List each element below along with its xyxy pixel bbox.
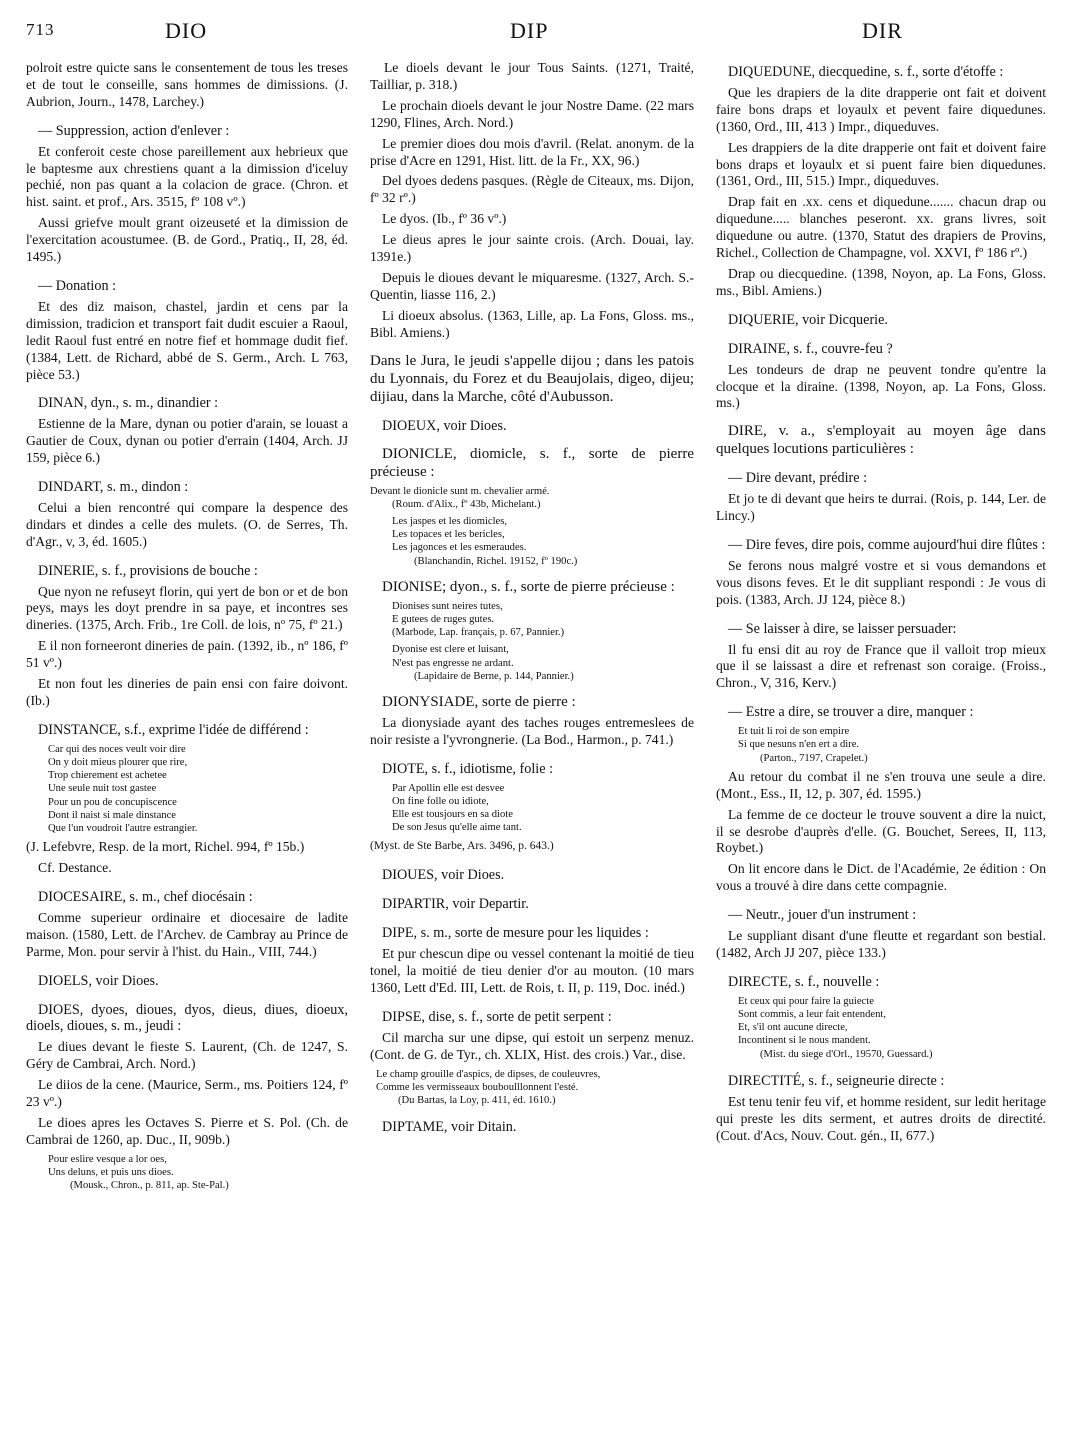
citation: Le prochain dioels devant le jour Nostre Dame. (22 mars 1290, Flines, Arch. Nord.) <box>370 97 694 130</box>
verse-line: Incontinent si le nous mandent. <box>738 1035 871 1047</box>
citation: Et pur chescun dipe ou vessel contenant la moitié de tieu tonel, la moitié de tieu denier d'or au mouton. (10 mars 1360, Lett d'Ed. III, Lett. de Rois, t. II, p. 119, Doc. inéd.) <box>370 946 694 995</box>
citation-source: (J. Lefebvre, Resp. de la mort, Richel. 994, fº 15b.) <box>26 839 305 855</box>
verse-line: On y doit mieus plourer que rire, <box>48 757 188 769</box>
citation: Drap fait en .xx. cens et diquedune....... chacun drap ou diquedune..... blanches peseront. xx. grans livres, soit diquedune ou autre. (1370, Statut des drapiers de Provins, Richel., Collection de Champagne, vol. XXVI, fº 186 rº.) <box>716 194 1046 261</box>
citation: E il non forneeront dineries de pain. (1392, ib., nº 186, fº 51 vº.) <box>26 638 348 671</box>
verse-line: Si que nesuns n'en ert a dire. <box>738 739 860 751</box>
cross-reference: Cf. Destance. <box>38 860 112 876</box>
verse-quote <box>48 743 348 835</box>
verse-line: Et ceux qui pour faire la guiecte <box>738 995 874 1007</box>
running-head-center: DIP <box>510 18 549 43</box>
citation: Estienne de la Mare, dynan ou potier d'arain, se louast a Gautier de Coux, dynan ou potier d'errain (1404, Arch. JJ 159, pièce 6.) <box>26 416 348 466</box>
citation: Se ferons nous malgré vostre et si vous demandons et vous disons feves. Et le dit suppliant respondi : Je vous di pois. (1383, Arch. JJ 124, pièce 8.) <box>716 557 1046 607</box>
entry-directite: DIRECTITÉ, s. f., seigneurie directe : <box>728 1072 945 1089</box>
entry-diocesaire: DIOCESAIRE, s. m., chef diocésain : <box>38 889 253 906</box>
verse-line: Trop chierement est achetee <box>48 770 167 782</box>
citation: Et non fout les dineries de pain ensi con faire doivont. (Ib.) <box>26 676 348 708</box>
citation: Aussi griefve moult grant oizeuseté et la dimission de l'exercitation acoustumee. (B. de Gord., Pratiq., II, 28, éd. 1495.) <box>26 215 348 265</box>
citation: Et des diz maison, chastel, jardin et cens par la dimission, tradicion et transport fait dudit escuier a Raoul, ledit Raoul fust entré en notre fief et hommage dudit fief. (1384, Lett. de Richard, abbé de S. Germ., Arch. L 763, pièce 53.) <box>26 298 348 382</box>
citation: Au retour du combat il ne s'en trouva une seule a dire. (Mont., Ess., II, 12, p. 307, éd. 1595.) <box>716 768 1046 801</box>
entry-diquedune: DIQUEDUNE, diecquedine, s. f., sorte d'étoffe : <box>728 64 1004 80</box>
citation: Les tondeurs de drap ne peuvent tondre qu'entre la clocque et la diraine. (1398, Noyon, ap. La Fons, Gloss. ms.) <box>716 361 1046 411</box>
page-number: 713 <box>26 20 55 39</box>
verse-line: Le champ grouille d'aspics, de dipses, de couleuvres, <box>376 1068 601 1080</box>
verse-source: (Marbode, Lap. français, p. 67, Pannier.) <box>392 627 565 639</box>
verse-source: (Lapidaire de Berne, p. 144, Pannier.) <box>414 670 574 682</box>
verse-line: Uns deluns, et puis uns dioes. <box>48 1167 174 1179</box>
sense-heading: — Dire devant, prédire : <box>728 470 868 487</box>
sense-heading: — Estre a dire, se trouver a dire, manquer : <box>728 704 974 721</box>
verse-quote <box>738 995 1046 1061</box>
running-head-left: DIO <box>165 18 208 43</box>
verse-line: De son Jesus qu'elle aime tant. <box>392 822 522 834</box>
entry-directe: DIRECTE, s. f., nouvelle : <box>728 973 880 990</box>
citation: La dionysiade ayant des taches rouges entremeslees de noir resiste a l'yvrongnerie. (La Bod., Harmon., p. 741.) <box>370 714 694 747</box>
verse-line: Dyonise est clere et luisant, <box>392 644 509 656</box>
verse-line: Que l'un voudroit l'autre estrangier. <box>48 823 198 835</box>
citation: Les drappiers de la dite drapperie ont fait et doivent faire bons draps et loyaulx et si puent faire bien diquedunes. (1361, Ord., III, 515.) Impr., diqueduves. <box>716 139 1046 189</box>
verse-quote <box>376 1068 694 1108</box>
citation: Le dioels devant le jour Tous Saints. (1271, Traité, Tailliar, p. 318.) <box>370 60 694 92</box>
running-head-right: DIR <box>862 18 903 43</box>
citation: Le dioes apres les Octaves S. Pierre et S. Pol. (Ch. de Cambrai de 1260, ap. Duc., II, 909b.) <box>26 1115 348 1147</box>
verse-line: Car qui des noces veult voir dire <box>48 743 186 755</box>
citation: Cil marcha sur une dipse, qui estoit un serpenz menuz. (Cont. de G. de Tyr., ch. XLIX, Hist. des crois.) Var., dise. <box>370 1029 694 1062</box>
verse-source: (Roum. d'Alix., fº 43b, Michelant.) <box>392 498 541 510</box>
citation: Il fu ensi dit au roy de France que il valloit trop mieux que il se laissast a dire et refrenast son coraige. (Froiss., Chron., V, 316, Kerv.) <box>716 641 1046 691</box>
entry-dioels: DIOELS, voir Dioes. <box>38 972 159 989</box>
citation: Et jo te di devant que heirs te durrai. (Rois, p. 144, Ler. de Lincy.) <box>716 491 1046 524</box>
verse-quote <box>392 515 694 568</box>
sense-heading: — Suppression, action d'enlever : <box>38 122 230 139</box>
verse-source: (Blanchandin, Richel. 19152, fº 190c.) <box>414 555 578 567</box>
verse-source: (Parton., 7197, Crapelet.) <box>760 752 868 764</box>
entry-dionicle: DIONICLE, diomicle, s. f., sorte de pierre précieuse : <box>370 445 694 480</box>
sense-heading: — Neutr., jouer d'un instrument : <box>728 907 917 924</box>
verse-quote <box>392 600 694 640</box>
verse-line: Et tuit li roi de son empire <box>738 726 850 738</box>
verse-source: (Du Bartas, la Loy, p. 411, éd. 1610.) <box>398 1094 556 1106</box>
citation: Que nyon ne refuseyt florin, qui yert de bon or et de bon peys, mays les doyt prendre in sa paye, et incontres ses dineries. (1375, Arch. Frib., 1re Coll. de lois, nº 75, fº 21.) <box>26 583 348 633</box>
verse-line: On fine folle ou idiote, <box>392 795 489 807</box>
citation: Le dieus apres le jour sainte crois. (Arch. Douai, lay. 1391e.) <box>370 232 694 265</box>
sense-heading: — Se laisser à dire, se laisser persuader: <box>728 620 957 637</box>
entry-dioues: DIOUES, voir Dioes. <box>382 867 505 884</box>
paragraph: polroit estre quicte sans le consentement de tous les treses et de tout le conseille, sans hommes de dimissions. (J. Aubrion, Journ., 1478, Larchey.) <box>26 60 348 109</box>
verse-quote <box>392 782 694 835</box>
citation: Celui a bien rencontré qui compare la despence des dindars et dindes a celle des mulets. (O. de Serres, Th. d'Agr., v, 3, éd. 1605.) <box>26 499 348 549</box>
column-3 <box>716 60 1046 1144</box>
citation-source: (Myst. de Ste Barbe, Ars. 3496, p. 643.) <box>370 840 554 853</box>
citation: On lit encore dans le Dict. de l'Académie, 2e édition : On vous a trouvé à dire dans cette compagnie. <box>716 861 1046 894</box>
verse-line: Une seule nuit tost gastee <box>48 783 157 795</box>
citation: Que les drapiers de la dite drapperie ont fait et doivent faire bons draps et loyaulx et pevent faire diquedunes. (1360, Ord., III, 413 ) Impr., diqueduves. <box>716 84 1046 134</box>
entry-dionysiade: DIONYSIADE, sorte de pierre : <box>382 693 576 710</box>
entry-dipse: DIPSE, dise, s. f., sorte de petit serpent : <box>382 1008 612 1025</box>
verse-line: Comme les vermisseaux bouboulllonnent l'esté. <box>376 1081 579 1093</box>
verse-line: Les jaspes et les diomicles, <box>392 515 508 527</box>
citation: Le suppliant disant d'une fleutte et regardant son bestial. (1482, Arch JJ 207, pièce 133.) <box>716 928 1046 960</box>
verse-line: Elle est tousjours en sa diote <box>392 809 513 821</box>
entry-dipartir: DIPARTIR, voir Departir. <box>382 896 529 913</box>
verse-quote <box>370 485 694 511</box>
verse-line: Devant le dionicle sunt m. chevalier armé. <box>370 485 550 497</box>
citation: Le diios de la cene. (Maurice, Serm., ms. Poitiers 124, fº 23 vº.) <box>26 1077 348 1110</box>
entry-diptame: DIPTAME, voir Ditain. <box>382 1119 517 1136</box>
entry-dinan: DINAN, dyn., s. m., dinandier : <box>38 395 219 412</box>
citation: Et conferoit ceste chose pareillement aux hebrieux que le baptesme aux chrestiens quant a la dimission d'iceluy pechié, non pas quant a la colacion de grace. (Chron. et hist. saint. et prof., Ars. 3515, fº 108 vº.) <box>26 143 348 210</box>
verse-quote <box>738 725 1046 765</box>
verse-source: (Mousk., Chron., p. 811, ap. Ste-Pal.) <box>70 1180 229 1192</box>
entry-dipe: DIPE, s. m., sorte de mesure pour les liquides : <box>382 925 649 942</box>
verse-line: Pour eslire vesque a lor oes, <box>48 1153 167 1165</box>
entry-dinstance: DINSTANCE, s.f., exprime l'idée de différend : <box>38 721 309 738</box>
citation: Est tenu tenir feu vif, et homme resident, sur ledit heritage qui preste les dits serment, et autres droits de directité. (Cout. d'Acs, Nouv. Cout. gén., II, 677.) <box>716 1093 1046 1143</box>
verse-line: Les topaces et les bericles, <box>392 529 505 541</box>
verse-line: E gutees de ruges gutes. <box>392 613 495 625</box>
entry-dioes: DIOES, dyoes, dioues, dyos, dieus, diues, dioeux, dioels, dioues, s. m., jeudi : <box>26 1001 348 1035</box>
verse-line: Sont commis, a leur fait entendent, <box>738 1008 886 1020</box>
verse-line: Dont il naist si male dinstance <box>48 809 176 821</box>
citation: Depuis le dioues devant le miquaresme. (1327, Arch. S.-Quentin, liasse 116, 2.) <box>370 269 694 302</box>
verse-line: Pour un pou de concupiscence <box>48 796 177 808</box>
citation: Comme superieur ordinaire et diocesaire de ladite maison. (1580, Lett. de l'Archev. de Cambray au Prince de Parme, Mon. pour servir à l'hist. du Hain., VIII, 744.) <box>26 909 348 959</box>
citation: Le dyos. (Ib., fº 36 vº.) <box>382 211 507 227</box>
verse-source: (Mist. du siege d'Orl., 19570, Guessard.) <box>760 1048 933 1060</box>
citation: Le premier dioes dou mois d'avril. (Relat. anonym. de la prise d'Acre en 1291, Hist. litt. de la Fr., XX, 96.) <box>370 135 694 168</box>
entry-diquerie: DIQUERIE, voir Dicquerie. <box>728 311 888 328</box>
column-1 <box>26 60 348 1196</box>
citation: Le diues devant le fieste S. Laurent, (Ch. de 1247, S. Géry de Cambrai, Arch. Nord.) <box>26 1039 348 1072</box>
sense-heading: — Donation : <box>38 277 117 294</box>
citation: Drap ou diecquedine. (1398, Noyon, ap. La Fons, Gloss. ms., Bibl. Amiens.) <box>716 265 1046 298</box>
verse-line: Dionises sunt neires tutes, <box>392 600 503 612</box>
entry-dionise: DIONISE; dyon., s. f., sorte de pierre précieuse : <box>382 578 675 595</box>
citation: Del dyoes dedens pasques. (Règle de Citeaux, ms. Dijon, fº 32 rº.) <box>370 173 694 206</box>
entry-diote: DIOTE, s. f., idiotisme, folie : <box>382 760 554 777</box>
entry-dioeux: DIOEUX, voir Dioes. <box>382 417 507 434</box>
verse-quote <box>392 643 694 683</box>
entry-dinerie: DINERIE, s. f., provisions de bouche : <box>38 562 258 579</box>
column-2 <box>370 60 694 1136</box>
entry-diraine: DIRAINE, s. f., couvre-feu ? <box>728 340 893 357</box>
verse-line: Les jagonces et les esmeraudes. <box>392 542 527 554</box>
entry-dindart: DINDART, s. m., dindon : <box>38 479 189 496</box>
verse-quote <box>48 1153 348 1193</box>
citation: Li dioeux absolus. (1363, Lille, ap. La Fons, Gloss. ms., Bibl. Amiens.) <box>370 307 694 340</box>
verse-line: Et, s'il ont aucune directe, <box>738 1022 848 1034</box>
citation: La femme de ce docteur le trouve souvent a dire la nuict, il se desrobe d'auprès d'elle. (G. Bouchet, Serees, II, 113, Roybet.) <box>716 806 1046 856</box>
sense-heading: — Dire feves, dire pois, comme aujourd'hui dire flûtes : <box>728 537 1046 554</box>
verse-line: N'est pas engresse ne ardant. <box>392 657 514 669</box>
verse-line: Par Apollin elle est desvee <box>392 782 505 794</box>
entry-dire: DIRE, v. a., s'employait au moyen âge dans quelques locutions particulières : <box>716 423 1046 458</box>
dialect-note: Dans le Jura, le jeudi s'appelle dijou ; dans les patois du Lyonnais, du Forez et du Beaujolais, digeo, dijeu; dijiau, dans la Marche, côté d'Aubusson. <box>370 352 694 405</box>
